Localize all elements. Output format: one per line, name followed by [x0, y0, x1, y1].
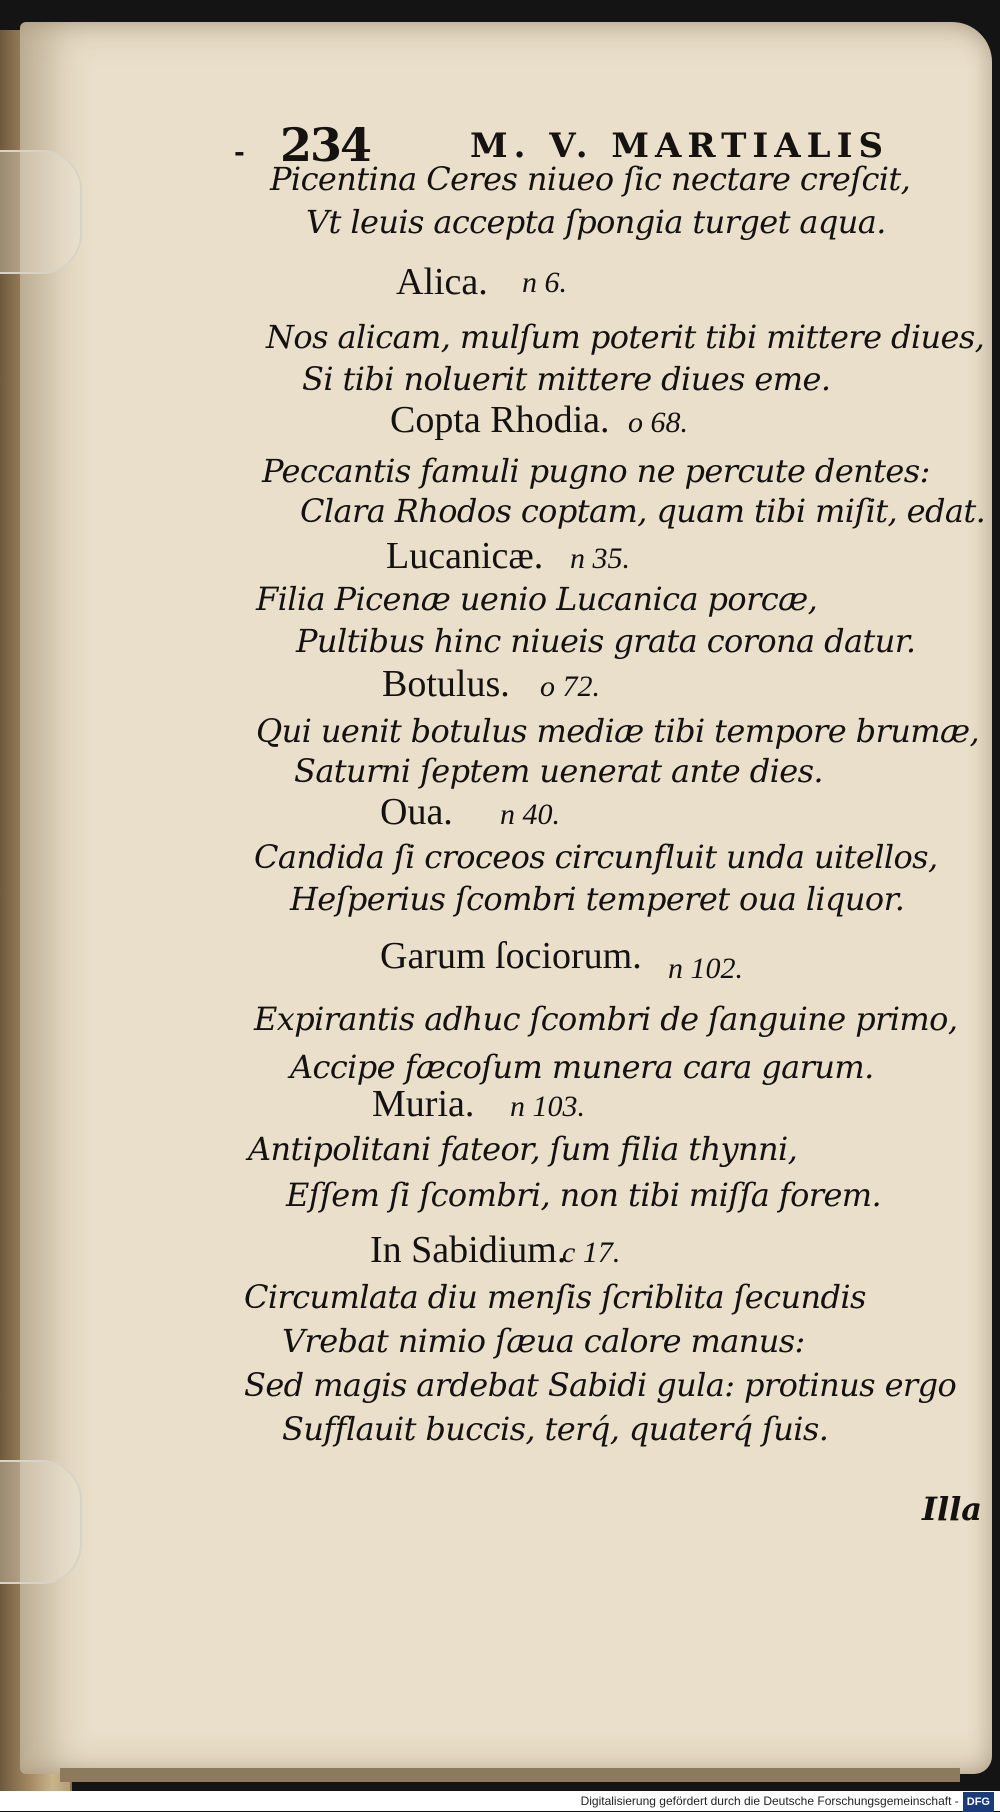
epigram-reference: n 6.	[522, 266, 567, 299]
verse-line: Circumlata diu menſis ſcriblita ſecundis	[244, 1278, 866, 1316]
verse-line: Sed magis ardebat Sabidi gula: protinus ergo	[244, 1366, 957, 1404]
verse-line: Vrebat nimio ſæua calore manus:	[282, 1322, 805, 1360]
verse-line: Si tibi noluerit mittere diues eme.	[302, 360, 831, 398]
epigram-title: Botulus.	[382, 663, 510, 705]
verse-line: Candida ſi croceos circunfluit unda uitellos,	[254, 838, 938, 876]
epigram-reference: o 68.	[628, 406, 688, 439]
running-head: M. V. MARTIALIS	[470, 126, 890, 166]
epigram-title: Lucanicæ.	[386, 535, 544, 577]
verse-line: Qui uenit botulus mediæ tibi tempore brumæ,	[256, 712, 980, 750]
book-bottom-edge	[60, 1768, 960, 1782]
epigram-title: Garum ſociorum.	[380, 935, 642, 977]
epigram-title: Muria.	[372, 1083, 475, 1125]
verse-line: Filia Picenæ uenio Lucanica porcæ,	[256, 580, 818, 618]
verse-line: Accipe fæcoſum munera cara garum.	[290, 1048, 874, 1086]
verse-line: Eſſem ſi ſcombri, non tibi miſſa forem.	[286, 1176, 882, 1214]
verse-line: Peccantis famuli pugno ne percute dentes:	[262, 452, 930, 490]
epigram-reference: n 103.	[510, 1090, 585, 1123]
catchword: Illa	[922, 1490, 983, 1528]
epigram-reference: n 40.	[500, 798, 560, 831]
epigram-reference: n 35.	[570, 542, 630, 575]
verse-line: Antipolitani fateor, ſum filia thynni,	[248, 1130, 798, 1168]
epigram-title: Oua.	[380, 791, 453, 833]
epigram-title: In Sabidium.	[370, 1229, 567, 1271]
epigram-reference: o 72.	[540, 670, 600, 703]
epigram-title: Alica.	[396, 261, 488, 303]
footer-credit: Digitalisierung gefördert durch die Deutsche Forschungsgemeinschaft -	[580, 1794, 959, 1808]
epigram-reference: n 102.	[668, 952, 743, 985]
verse-line: Sufflauit buccis, terq́, quaterq́ ſuis.	[282, 1410, 829, 1448]
verse-line: Expirantis adhuc ſcombri de ſanguine primo,	[254, 1000, 958, 1038]
verse-line: Pultibus hinc niueis grata corona datur.	[296, 622, 916, 660]
verse-line: Nos alicam, mulſum poterit tibi mittere diues,	[266, 318, 985, 356]
page-number: 234	[280, 118, 371, 172]
verse-line: Clara Rhodos coptam, quam tibi miſit, edat.	[300, 492, 986, 530]
verse-line: Saturni ſeptem uenerat ante dies.	[294, 752, 823, 790]
epigram-title: Copta Rhodia.	[390, 399, 610, 441]
verse-line: Picentina Ceres niueo ſic nectare creſcit,	[270, 160, 911, 198]
footer-bar	[0, 1791, 1000, 1811]
page-clip-top	[0, 150, 82, 274]
dfg-logo: DFG	[963, 1792, 994, 1812]
epigram-reference: c 17.	[562, 1236, 621, 1269]
verse-line: Heſperius ſcombri temperet oua liquor.	[290, 880, 905, 918]
page-clip-bottom	[0, 1460, 82, 1584]
verse-line: Vt leuis accepta ſpongia turget aqua.	[306, 203, 886, 241]
header-dash: -	[234, 138, 245, 168]
